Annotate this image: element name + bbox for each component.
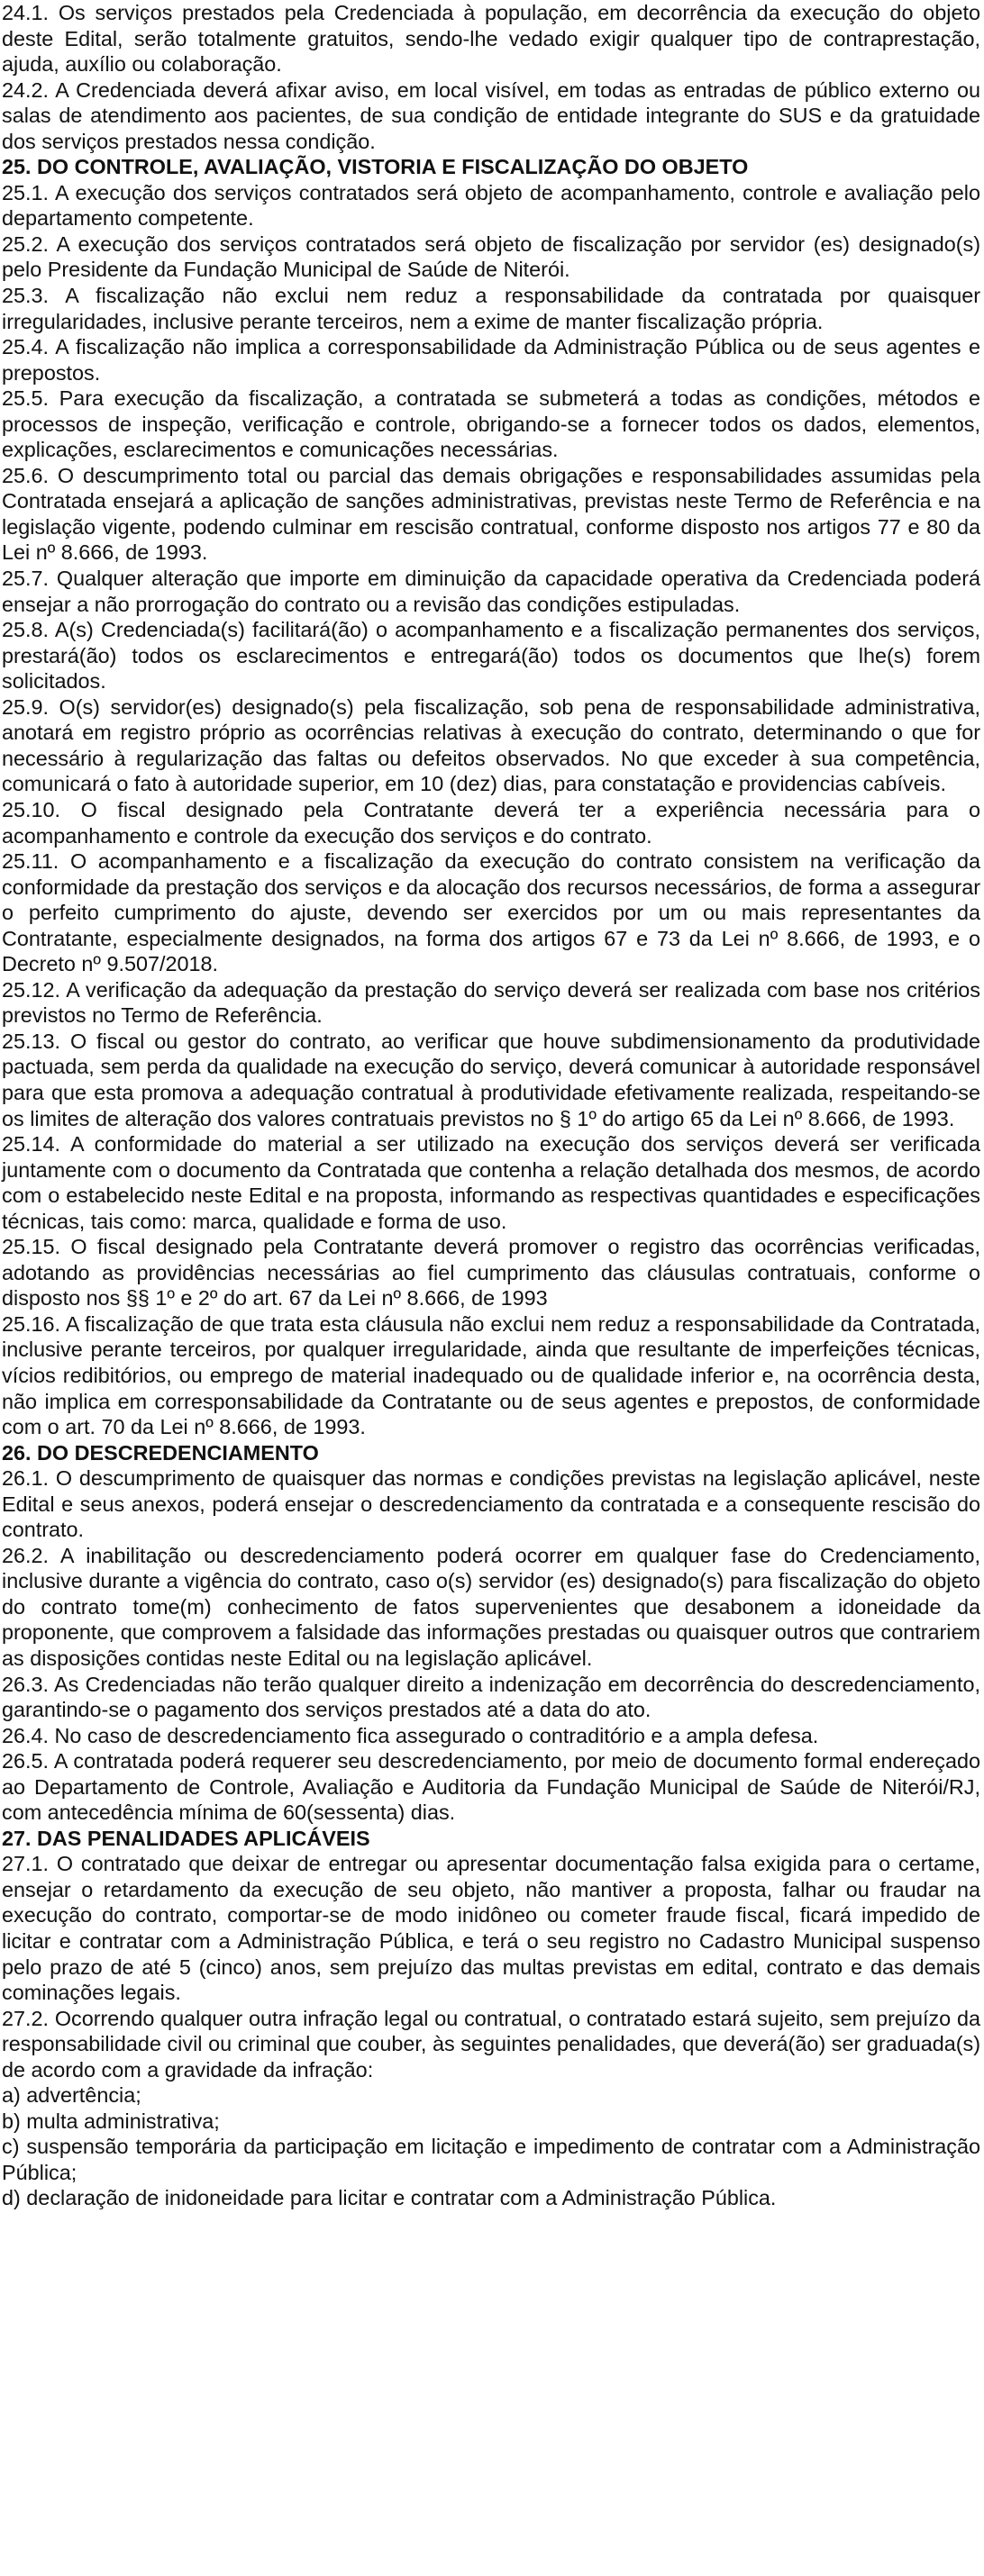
clause-24-1: 24.1. Os serviços prestados pela Credenciada à população, em decorrência da execução do objeto deste Edital, serão totalmente gratuitos, sendo-lhe vedado exigir qualquer tipo de contraprestação, ajuda, auxílio ou colaboração. <box>2 1 980 77</box>
penalty-item-b: b) multa administrativa; <box>2 2109 220 2133</box>
clause-25-7: 25.7. Qualquer alteração que importe em diminuição da capacidade operativa da Credenciada poderá ensejar a não prorrogação do contrato ou a revisão das condições estipuladas. <box>2 567 980 616</box>
section-heading-25: 25. DO CONTROLE, AVALIAÇÃO, VISTORIA E FISCALIZAÇÃO DO OBJETO <box>2 155 749 179</box>
clause-25-13: 25.13. O fiscal ou gestor do contrato, ao verificar que houve subdimensionamento da produtividade pactuada, sem perda da qualidade na execução do serviço, deverá comunicar à autoridade responsável para que esta promova a adequação contratual à produtividade efetivamente realizada, respeitando-se os limites de alteração dos valores contratuais previstos no § 1º do artigo 65 da Lei nº 8.666, de 1993. <box>2 1029 980 1130</box>
penalty-item-a: a) advertência; <box>2 2083 141 2108</box>
section-heading-26: 26. DO DESCREDENCIAMENTO <box>2 1440 319 1465</box>
clause-27-1: 27.1. O contratado que deixar de entregar ou apresentar documentação falsa exigida para o certame, ensejar o retardamento da execução de seu objeto, não mantiver a proposta, falhar ou fraudar na execução do contrato, comportar-se de modo inidôneo ou cometer fraude fiscal, ficará impedido de licitar e contratar com a Administração Pública, e terá o seu registro no Cadastro Municipal suspenso pelo prazo de até 5 (cinco) anos, sem prejuízo das multas previstas em edital, contrato e das demais cominações legais. <box>2 1852 980 2005</box>
clause-26-3: 26.3. As Credenciadas não terão qualquer direito a indenização em decorrência do descredenciamento, garantindo-se o pagamento dos serviços prestados até a data do ato. <box>2 1672 980 1722</box>
clause-25-15: 25.15. O fiscal designado pela Contratante deverá promover o registro das ocorrências verificadas, adotando as providências necessárias ao fiel cumprimento das cláusulas contratuais, conforme o disposto nos §§ 1º e 2º do art. 67 da Lei nº 8.666, de 1993 <box>2 1235 980 1311</box>
clause-27-2: 27.2. Ocorrendo qualquer outra infração legal ou contratual, o contratado estará sujeito, sem prejuízo da responsabilidade civil ou criminal que couber, às seguintes penalidades, que deverá(ão) ser graduada(s) de acordo com a gravidade da infração: <box>2 2006 980 2082</box>
clause-25-10: 25.10. O fiscal designado pela Contratante deverá ter a experiência necessária para o acompanhamento e controle da execução dos serviços e do contrato. <box>2 797 980 848</box>
section-heading-27: 27. DAS PENALIDADES APLICÁVEIS <box>2 1826 370 1850</box>
clause-25-2: 25.2. A execução dos serviços contratados será objeto de fiscalização por servidor (es) designado(s) pelo Presidente da Fundação Municipal de Saúde de Niterói. <box>2 231 980 282</box>
clause-26-5: 26.5. A contratada poderá requerer seu descredenciamento, por meio de documento formal endereçado ao Departamento de Controle, Avaliação e Auditoria da Fundação Municipal de Saúde de Niterói/RJ, com antecedência mínima de 60(sessenta) dias. <box>2 1749 980 1825</box>
clause-26-1: 26.1. O descumprimento de quaisquer das normas e condições previstas na legislação aplicável, neste Edital e seus anexos, poderá ensejar o descredenciamento da contratada e a consequente rescisão do contrato. <box>2 1466 980 1542</box>
clause-26-4: 26.4. No caso de descredenciamento fica assegurado o contraditório e a ampla defesa. <box>2 1723 819 1747</box>
penalty-item-c: c) suspensão temporária da participação em licitação e impedimento de contratar com a Administração Pública; <box>2 2135 980 2184</box>
clause-26-2: 26.2. A inabilitação ou descredenciamento poderá ocorrer em qualquer fase do Credenciamento, inclusive durante a vigência do contrato, caso o(s) servidor (es) designado(s) para fiscalização do objeto do contrato tome(m) conhecimento de fatos supervenientes que desabonem a idoneidade da proponente, que comprovem a falsidade das informações prestadas ou quaisquer outros que contrariem as disposições contidas neste Edital ou na legislação aplicável. <box>2 1543 980 1670</box>
clause-25-6: 25.6. O descumprimento total ou parcial das demais obrigações e responsabilidades assumidas pela Contratada ensejará a aplicação de sanções administrativas, previstas neste Termo de Referência e na legislação vigente, podendo culminar em rescisão contratual, conforme disposto nos artigos 77 e 80 da Lei nº 8.666, de 1993. <box>2 463 980 565</box>
clause-25-3: 25.3. A fiscalização não exclui nem reduz a responsabilidade da contratada por quaisquer irregularidades, inclusive perante terceiros, nem a exime de manter fiscalização própria. <box>2 284 980 333</box>
clause-25-9: 25.9. O(s) servidor(es) designado(s) pela fiscalização, sob pena de responsabilidade administrativa, anotará em registro próprio as ocorrências relativas à execução do contrato, determinando o que for necessário à regularização das faltas ou defeitos observados. No que exceder à sua competência, comunicará o fato à autoridade superior, em 10 (dez) dias, para constatação e providencias cabíveis. <box>2 694 980 796</box>
clause-25-16: 25.16. A fiscalização de que trata esta cláusula não exclui nem reduz a responsabilidade da Contratada, inclusive perante terceiros, por qualquer irregularidade, ainda que resultante de imperfeições técnicas, vícios redibitórios, ou emprego de material inadequado ou de qualidade inferior e, na ocorrência desta, não implica em corresponsabilidade da Contratante ou de seus agentes e prepostos, de conformidade com o art. 70 da Lei nº 8.666, de 1993. <box>2 1311 980 1439</box>
document-page <box>2 0 980 2211</box>
clause-25-1: 25.1. A execução dos serviços contratados será objeto de acompanhamento, controle e avaliação pelo departamento competente. <box>2 180 980 231</box>
clause-25-12: 25.12. A verificação da adequação da prestação do serviço deverá ser realizada com base nos critérios previstos no Termo de Referência. <box>2 977 980 1028</box>
clause-25-8: 25.8. A(s) Credenciada(s) facilitará(ão) o acompanhamento e a fiscalização permanentes dos serviços, prestará(ão) todos os esclarecimentos e entregará(ão) todos os documentos que lhe(s) forem solicitados. <box>2 618 980 694</box>
clause-25-11: 25.11. O acompanhamento e a fiscalização da execução do contrato consistem na verificação da conformidade da prestação dos serviços e da alocação dos recursos necessários, de forma a assegurar o perfeito cumprimento do ajuste, devendo ser exercidos por um ou mais representantes da Contratante, especialmente designados, na forma dos artigos 67 e 73 da Lei nº 8.666, de 1993, e o Decreto nº 9.507/2018. <box>2 849 980 976</box>
clause-24-2: 24.2. A Credenciada deverá afixar aviso, em local visível, em todas as entradas de público externo ou salas de atendimento aos pacientes, de sua condição de entidade integrante do SUS e da gratuidade dos serviços prestados nessa condição. <box>2 77 980 153</box>
clause-25-4: 25.4. A fiscalização não implica a corresponsabilidade da Administração Pública ou de seus agentes e prepostos. <box>2 335 980 385</box>
clause-25-14: 25.14. A conformidade do material a ser utilizado na execução dos serviços deverá ser verificada juntamente com o documento da Contratada que contenha a relação detalhada dos mesmos, de acordo com o estabelecido neste Edital e na proposta, informando as respectivas quantidades e especificações técnicas, tais como: marca, qualidade e forma de uso. <box>2 1132 980 1233</box>
clause-25-5: 25.5. Para execução da fiscalização, a contratada se submeterá a todas as condições, métodos e processos de inspeção, verificação e controle, obrigando-se a fornecer todos os dados, elementos, explicações, esclarecimentos e comunicações necessárias. <box>2 386 980 462</box>
penalty-item-d: d) declaração de inidoneidade para licitar e contratar com a Administração Pública. <box>2 2186 777 2210</box>
